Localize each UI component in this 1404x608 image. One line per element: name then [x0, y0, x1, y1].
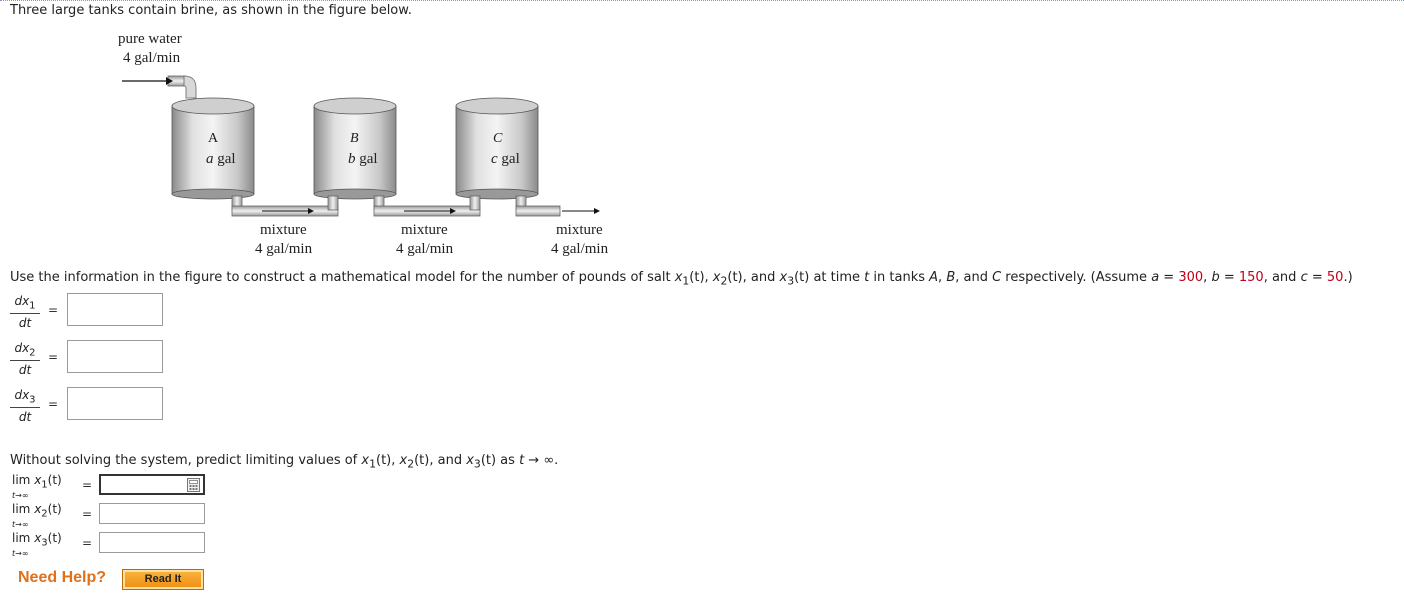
tank-a	[172, 98, 254, 199]
tank-b	[314, 98, 396, 199]
flow-bc-label: mixture	[401, 222, 448, 238]
flow-ab-rate: 4 gal/min	[255, 241, 313, 257]
tank-b-volume: b gal	[348, 151, 378, 167]
outflow-label: mixture	[556, 222, 603, 238]
dx3-dt-input[interactable]	[67, 387, 163, 420]
outlet-pipe	[516, 196, 600, 216]
limit-x1-expression: $\lim x_1(t)$ t→∞	[12, 473, 62, 501]
limit-x3-input[interactable]	[99, 532, 205, 553]
tank-figure	[0, 0, 640, 270]
tank-c-letter: C	[493, 131, 503, 146]
inflow-label: pure water	[118, 31, 182, 47]
dx1-dt-fraction: $dx_1$ dt	[10, 294, 40, 330]
tank-c	[456, 98, 538, 199]
intro-text: Three large tanks contain brine, as shown in the figure below.	[10, 3, 412, 18]
dx2-dt-fraction: $dx_2$ dt	[10, 341, 40, 377]
read-it-button[interactable]: Read It	[122, 569, 204, 590]
outflow-rate: 4 gal/min	[551, 241, 609, 257]
limit-x3-equals: =	[82, 536, 93, 550]
tank-b-letter: B	[350, 131, 359, 146]
model-question: Use the information in the figure to construct a mathematical model for the number of pounds of salt $x_1(t)$, $x_2(t)$, and $x_3(t)$ at time t in tanks A, B, and C respectively. (Assume a = 300, b = 150, and c = 50.)	[10, 270, 1353, 288]
tank-a-volume: a gal	[206, 151, 236, 167]
dx1-equals: =	[48, 303, 59, 317]
dx3-equals: =	[48, 397, 59, 411]
limit-question: Without solving the system, predict limiting values of $x_1(t)$, $x_2(t)$, and $x_3(t)$ as t → ∞.	[10, 453, 559, 471]
limit-x2-input[interactable]	[99, 503, 205, 524]
inflow-rate: 4 gal/min	[123, 50, 181, 66]
dx2-dt-input[interactable]	[67, 340, 163, 373]
limit-x3-expression: $\lim x_3(t)$ t→∞	[12, 531, 62, 559]
inlet-pipe	[122, 76, 196, 98]
limit-x2-equals: =	[82, 507, 93, 521]
flow-ab-label: mixture	[260, 222, 307, 238]
pipe-b-to-c	[374, 196, 480, 216]
dx1-dt-input[interactable]	[67, 293, 163, 326]
equation-editor-icon[interactable]	[187, 478, 200, 492]
flow-bc-rate: 4 gal/min	[396, 241, 454, 257]
need-help-label: Need Help?	[18, 569, 107, 586]
tank-c-volume: c gal	[491, 151, 520, 167]
dx2-equals: =	[48, 350, 59, 364]
limit-x1-equals: =	[82, 478, 93, 492]
tank-a-letter: A	[208, 131, 219, 146]
limit-x2-expression: $\lim x_2(t)$ t→∞	[12, 502, 62, 530]
dx3-dt-fraction: $dx_3$ dt	[10, 388, 40, 424]
pipe-a-to-b	[232, 196, 338, 216]
